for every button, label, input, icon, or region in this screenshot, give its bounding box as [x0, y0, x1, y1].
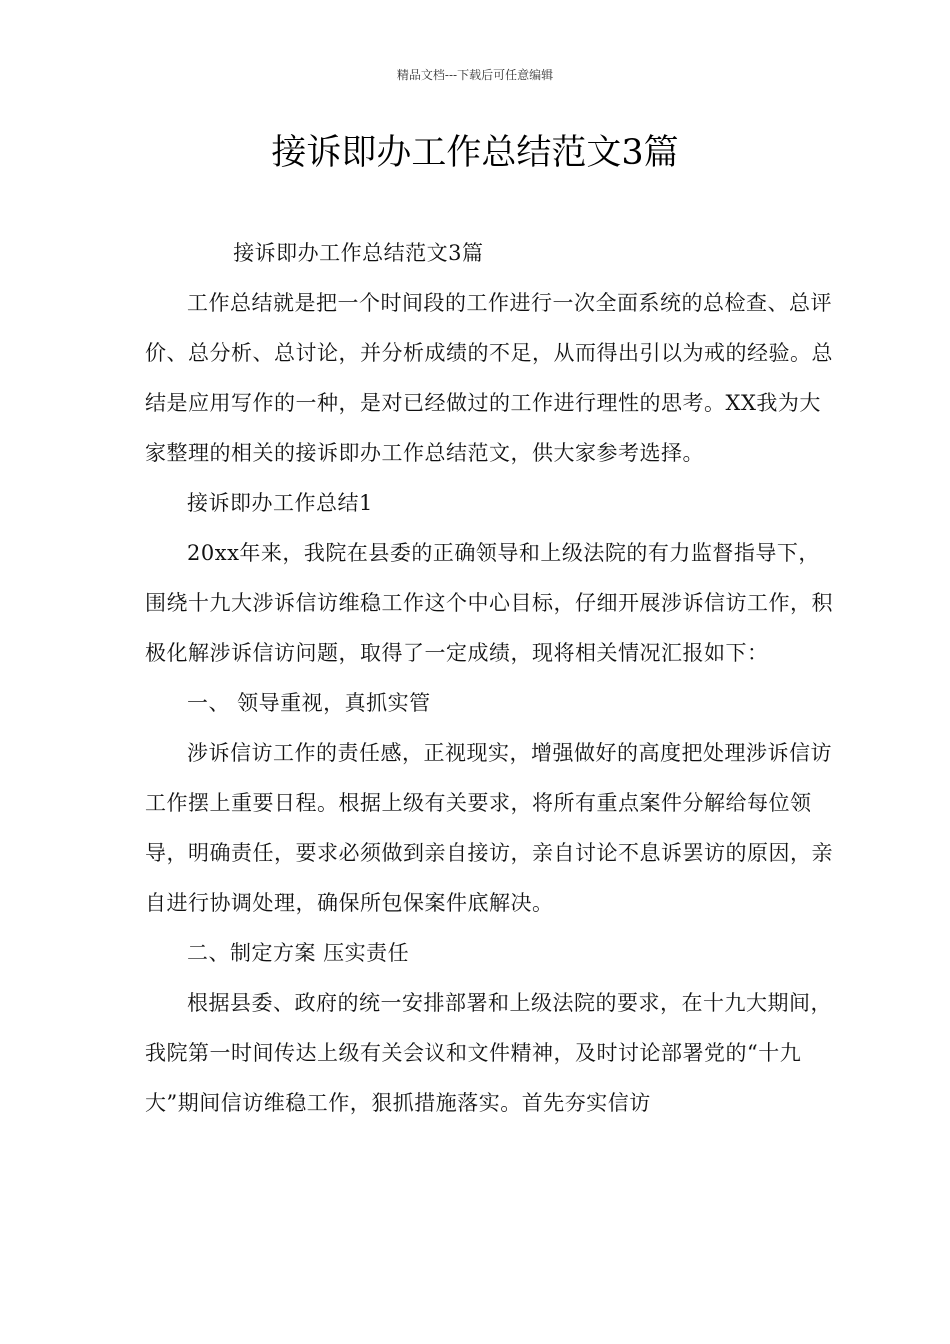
- paragraph: 20xx年来，我院在县委的正确领导和上级法院的有力监督指导下，围绕十九大涉诉信访维稳工作这个中心目标，仔细开展涉诉信访工作，积极化解涉诉信访问题，取得了一定成绩，现将相关情况汇报如下：: [145, 541, 833, 665]
- document-body: [145, 228, 835, 1128]
- section-heading: 接诉即办工作总结1: [187, 491, 373, 515]
- paragraph-intro: 工作总结就是把一个时间段的工作进行一次全面系统的总检查、总评价、总分析、总讨论，并分析成绩的不足，从而得出引以为戒的经验。总结是应用写作的一种，是对已经做过的工作进行理性的思考。XX我为大家整理的相关的接诉即办工作总结范文，供大家参考选择。: [145, 291, 833, 465]
- document-title: 接诉即办工作总结范文3篇: [271, 133, 679, 173]
- paragraph-subtitle: 接诉即办工作总结范文3篇: [233, 241, 484, 265]
- section-heading: 二、制定方案 压实责任: [187, 941, 410, 965]
- section-heading: 一、 领导重视，真抓实管: [187, 691, 431, 715]
- paragraph: 根据县委、政府的统一安排部署和上级法院的要求，在十九大期间，我院第一时间传达上级有关会议和文件精神，及时讨论部署党的“十九大”期间信访维稳工作，狠抓措施落实。首先夯实信访: [145, 991, 832, 1115]
- page-header: 精品文档---下载后可任意编辑: [396, 68, 554, 82]
- paragraph: 涉诉信访工作的责任感，正视现实，增强做好的高度把处理涉诉信访工作摆上重要日程。根据上级有关要求，将所有重点案件分解给每位领导，明确责任，要求必须做到亲自接访，亲自讨论不息诉罢访的原因，亲自进行协调处理，确保所包保案件底解决。: [145, 741, 833, 915]
